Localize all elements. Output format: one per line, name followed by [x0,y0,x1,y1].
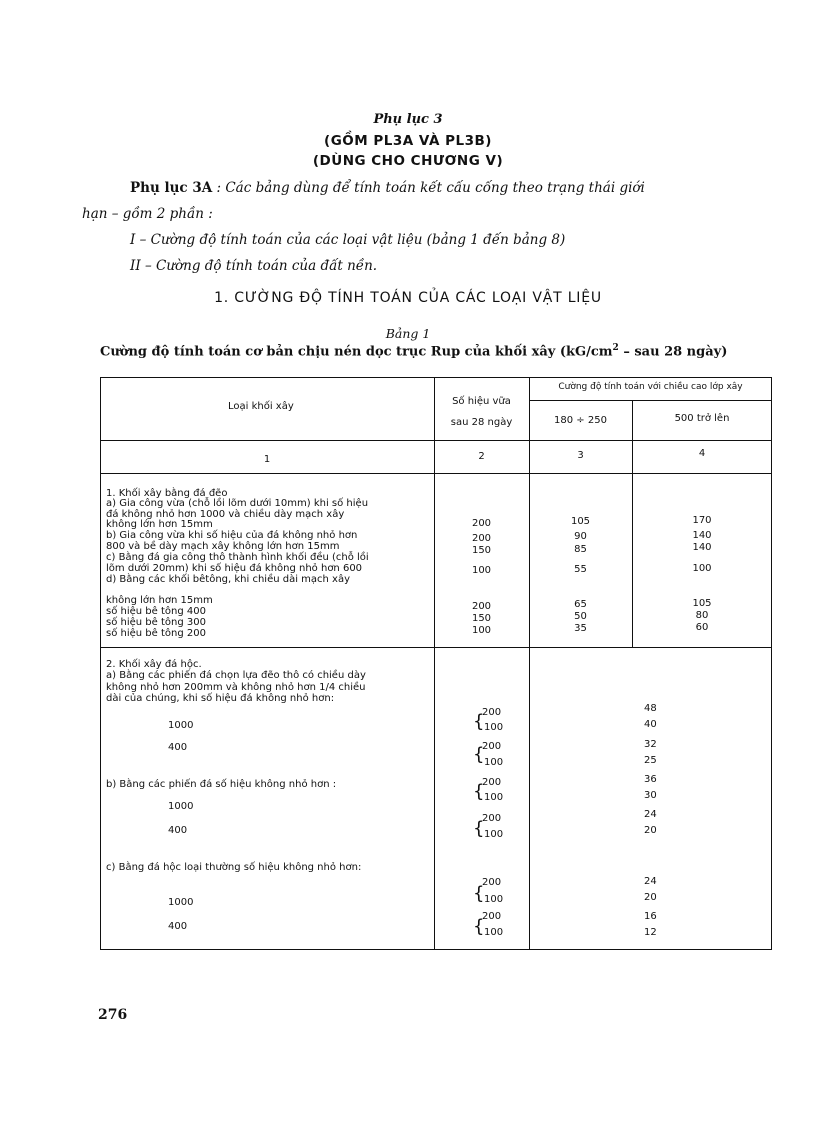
block1-line: c) Bằng đá gia công thô thành hình khối đều (chỗ lồi [106,552,369,563]
block2-mortar: 200 [482,707,502,718]
block1-line: lõm dưới 20mm) khi số hiệu đá không nhỏ hơn 600 [106,563,363,574]
block1-c3: 50 [574,611,587,622]
col-divider-2 [529,377,530,950]
block2-value: 30 [644,790,657,801]
page-number: 276 [98,1007,128,1023]
header-col1: Loại khối xây [228,401,294,412]
block1-line: số hiệu bê tông 200 [106,628,206,639]
brace-icon: { [473,916,485,937]
block2-value: 16 [644,911,657,922]
block1-c4: 80 [695,610,709,621]
block2-mortar: 100 [484,792,504,803]
block2-mortar: 200 [482,877,502,888]
brace-icon: { [473,818,485,839]
block1-c3: 90 [574,531,587,542]
block1-c4: 140 [692,542,712,553]
block2-value: 48 [644,703,657,714]
table-caption [100,343,727,359]
block2-mortar: 200 [482,777,502,788]
block2-mortar: 100 [484,722,504,733]
part-2: II – Cường độ tính toán của đất nền. [130,258,378,274]
header-col4: 500 trở lên [674,413,730,424]
index-2: 2 [478,451,485,462]
block2-line: 2. Khối xây đá hộc. [106,659,202,670]
index-3: 3 [577,450,584,461]
block1-mortar: 200 [471,601,492,612]
block2-stone: 1000 [168,897,194,908]
block2-c-label: c) Bằng đá hộc loại thường số hiệu không nhỏ hơn: [106,862,362,873]
header-col2-a: Số hiệu vữa [452,396,511,407]
block2-line: không nhỏ hơn 200mm và không nhỏ hơn 1/4 chiều [106,682,366,693]
block2-value: 25 [644,755,657,766]
index-row-divider [100,473,772,474]
block1-c4: 170 [692,515,712,526]
block1-c4: 100 [692,563,712,574]
block1-mortar: 200 [471,518,492,529]
brace-icon: { [473,744,485,765]
block1-line: không lớn hơn 15mm [106,595,213,606]
block2-mortar: 200 [482,813,502,824]
block1-line: đá không nhỏ hơn 1000 và chiều dày mạch xây [106,509,345,520]
brace-icon: { [473,711,485,732]
block1-c3: 85 [574,544,587,555]
block2-value: 20 [644,825,657,836]
block2-line: a) Bằng các phiến đá chọn lựa đẽo thô có chiều dày [106,670,366,681]
block2-mortar: 100 [484,894,504,905]
intro-text-b: hạn – gồm 2 phần : [82,206,213,222]
block1-c4: 140 [692,530,712,541]
block2-value: 24 [644,876,657,887]
block1-c3: 35 [574,623,587,634]
block2-line: dài của chúng, khi số hiệu đá không nhỏ hơn: [106,693,335,704]
block1-mortar: 100 [471,625,492,636]
block2-mortar: 200 [482,741,502,752]
appendix-heading-line1: (GỒM PL3A VÀ PL3B) [324,133,492,149]
block2-value: 20 [644,892,657,903]
brace-icon: { [473,781,485,802]
appendix-subtitle: Phụ lục 3 [373,112,443,127]
table-name: Bảng 1 [385,326,431,341]
block1-line: 1. Khối xây bằng đá đẽo [106,488,228,499]
block2-value: 40 [644,719,657,730]
header-col34: Cường độ tính toán với chiều cao lớp xây [558,382,743,392]
index-4: 4 [698,448,706,459]
block1-mortar: 150 [471,613,492,624]
block2-mortar: 100 [484,927,504,938]
header-bottom-divider [100,440,772,441]
block1-mortar: 150 [471,545,492,556]
block1-line: d) Bằng các khối bêtông, khi chiều dài mạch xây [106,574,351,585]
block1-mortar: 100 [471,565,492,576]
appendix-heading-line2: (DÙNG CHO CHƯƠNG V) [312,153,504,169]
block-divider [100,647,772,648]
block1-c4: 105 [692,598,712,609]
intro-text-a: : Các bảng dùng để tính toán kết cấu cống theo trạng thái giới [212,180,645,196]
table-caption-main: Cường độ tính toán cơ bản chịu nén dọc trục Rup của khối xây (kG/cm [100,344,613,360]
table-caption-sup: 2 [612,343,619,353]
block1-mortar: 200 [471,533,492,544]
brace-icon: { [473,883,485,904]
block1-line: 800 và bề dày mạch xây không lớn hơn 15mm [106,541,340,552]
block2-value: 12 [644,927,657,938]
block2-stone: 400 [168,825,188,836]
table-caption-end: – sau 28 ngày) [618,344,728,360]
col-divider-1 [434,377,435,950]
block1-c3: 65 [574,599,587,610]
block2-mortar: 100 [484,829,504,840]
block2-b-label: b) Bằng các phiến đá số hiệu không nhỏ hơn : [106,779,337,790]
block1-c3: 105 [570,516,591,527]
block2-stone: 1000 [168,720,194,731]
header-col2-b: sau 28 ngày [450,417,513,428]
block2-stone: 400 [168,921,188,932]
intro-label: Phụ lục 3A [130,180,213,196]
header-sub-divider [529,400,772,401]
intro-paragraph [130,180,645,196]
block2-mortar: 100 [484,757,504,768]
block1-line: b) Gia công vừa khi số hiệu của đá không nhỏ hơn [106,530,358,541]
section-title: 1. CƯỜNG ĐỘ TÍNH TOÁN CỦA CÁC LOẠI VẬT LIỆU [214,290,602,306]
block1-c3: 55 [574,564,587,575]
index-1: 1 [263,454,271,465]
block1-c4: 60 [695,622,709,633]
block1-line: số hiệu bê tông 300 [106,617,206,628]
block1-line: a) Gia công vừa (chỗ lồi lõm dưới 10mm) khi số hiệu [106,498,369,509]
block2-mortar: 200 [482,911,502,922]
block2-value: 32 [644,739,657,750]
block2-value: 36 [644,774,657,785]
block1-line: không lớn hơn 15mm [106,519,213,530]
block1-line: số hiệu bê tông 400 [106,606,206,617]
part-1: I – Cường độ tính toán của các loại vật liệu (bảng 1 đến bảng 8) [130,232,566,248]
block2-stone: 400 [168,742,188,753]
block2-stone: 1000 [168,801,194,812]
block2-value: 24 [644,809,657,820]
header-col3: 180 ÷ 250 [554,415,607,426]
